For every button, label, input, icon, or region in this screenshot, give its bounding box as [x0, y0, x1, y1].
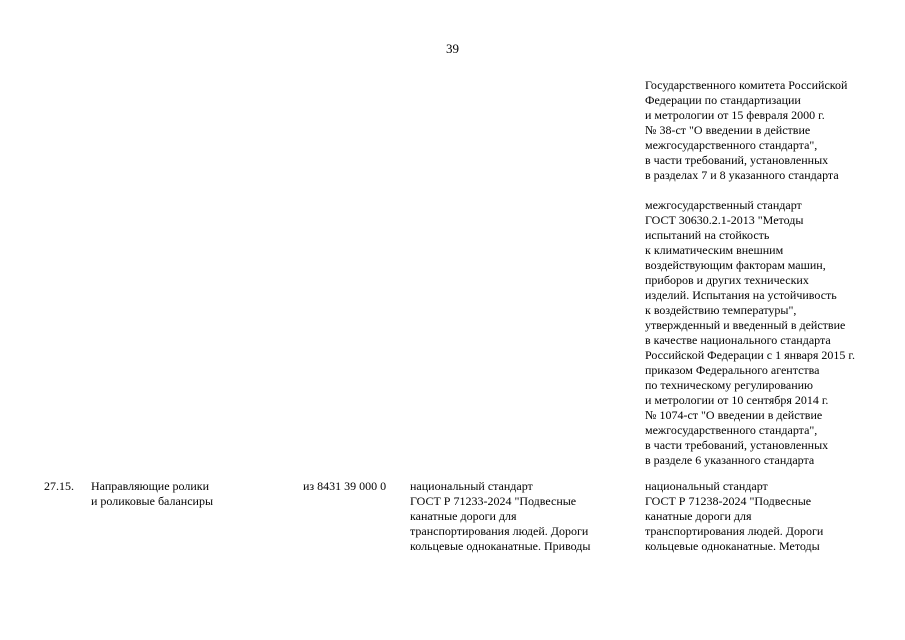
- row-number: 27.15.: [44, 479, 74, 493]
- text-line: Направляющие ролики: [91, 479, 210, 493]
- text-line: канатные дороги для: [410, 509, 517, 523]
- text-line: изделий. Испытания на устойчивость: [645, 288, 837, 302]
- paragraph-gap: [645, 183, 855, 198]
- text-line: испытаний на стойкость: [645, 228, 770, 242]
- text-line: кольцевые одноканатные. Методы: [645, 539, 820, 553]
- text-line: и метрологии от 15 февраля 2000 г.: [645, 108, 825, 122]
- text-line: ГОСТ Р 71238-2024 "Подвесные: [645, 494, 812, 508]
- text-line: Федерации по стандартизации: [645, 93, 801, 107]
- text-line: по техническому регулированию: [645, 378, 814, 392]
- continuation-cell: [645, 78, 855, 468]
- text-line: № 38-ст "О введении в действие: [645, 123, 811, 137]
- text-line: утвержденный и введенный в действие: [645, 318, 846, 332]
- text-line: в части требований, установленных: [645, 153, 829, 167]
- continuation-block-2: [645, 198, 855, 468]
- text-line: межгосударственный стандарт: [645, 198, 802, 212]
- text-line: межгосударственного стандарта",: [645, 423, 818, 437]
- text-line: транспортирования людей. Дороги: [410, 524, 589, 538]
- text-line: в разделах 7 и 8 указанного стандарта: [645, 168, 839, 182]
- text-line: приборов и других технических: [645, 273, 809, 287]
- text-line: приказом Федерального агентства: [645, 363, 820, 377]
- text-line: в разделе 6 указанного стандарта: [645, 453, 815, 467]
- standard-cell-requirements: [410, 479, 590, 554]
- text-line: к воздействию температуры",: [645, 303, 797, 317]
- text-line: № 1074-ст "О введении в действие: [645, 408, 823, 422]
- text-line: и метрологии от 10 сентября 2014 г.: [645, 393, 829, 407]
- text-line: ГОСТ 30630.2.1-2013 "Методы: [645, 213, 804, 227]
- text-line: Российской Федерации с 1 января 2015 г.: [645, 348, 855, 362]
- text-line: воздействующим факторам машин,: [645, 258, 826, 272]
- text-line: канатные дороги для: [645, 509, 752, 523]
- text-line: в качестве национального стандарта: [645, 333, 831, 347]
- product-code: из 8431 39 000 0: [303, 479, 387, 493]
- page-number: 39: [446, 41, 459, 56]
- text-line: и роликовые балансиры: [91, 494, 214, 508]
- text-line: Государственного комитета Российской: [645, 78, 848, 92]
- continuation-block-1: [645, 78, 855, 183]
- text-line: межгосударственного стандарта",: [645, 138, 818, 152]
- text-line: ГОСТ Р 71233-2024 "Подвесные: [410, 494, 577, 508]
- text-line: кольцевые одноканатные. Приводы: [410, 539, 591, 553]
- standard-cell-methods: [645, 479, 823, 554]
- text-line: в части требований, установленных: [645, 438, 829, 452]
- text-line: национальный стандарт: [645, 479, 768, 493]
- product-name-cell: [91, 479, 213, 509]
- text-line: национальный стандарт: [410, 479, 533, 493]
- text-line: транспортирования людей. Дороги: [645, 524, 824, 538]
- text-line: к климатическим внешним: [645, 243, 784, 257]
